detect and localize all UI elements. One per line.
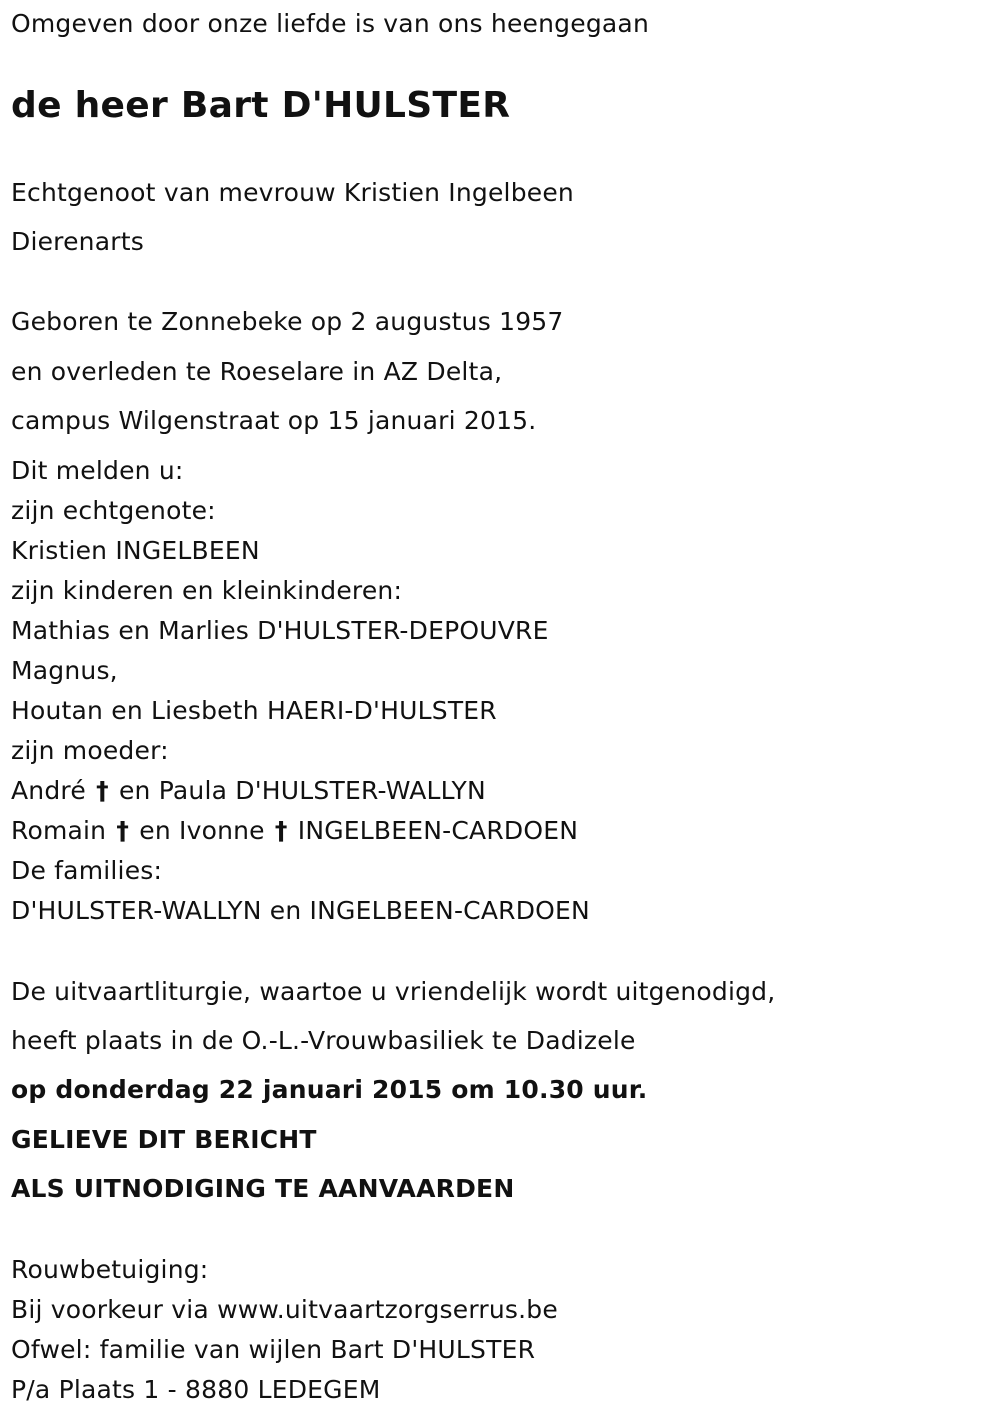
spouse-label: zijn echtgenote:: [11, 496, 216, 525]
profession: Dierenarts: [11, 227, 144, 256]
families-label: De families:: [11, 856, 163, 885]
families: D'HULSTER-WALLYN en INGELBEEN-CARDOEN: [11, 896, 590, 925]
condolences-postal-2: P/a Plaats 1 - 8880 LEDEGEM: [11, 1375, 381, 1404]
death-line-2: campus Wilgenstraat op 15 januari 2015.: [11, 406, 537, 435]
child-1: Mathias en Marlies D'HULSTER-DEPOUVRE: [11, 616, 549, 645]
announced-by-heading: Dit melden u:: [11, 456, 184, 485]
in-law-middle: en Ivonne: [139, 816, 265, 845]
deceased-name: de heer Bart D'HULSTER: [11, 85, 511, 126]
parent-name-andre: André: [11, 776, 86, 805]
intro-text: Omgeven door onze liefde is van ons heengegaan: [11, 9, 649, 38]
children-label: zijn kinderen en kleinkinderen:: [11, 576, 403, 605]
in-law-name-romain: Romain: [11, 816, 107, 845]
grandchild: Magnus,: [11, 656, 118, 685]
child-2: Houtan en Liesbeth HAERI-D'HULSTER: [11, 696, 497, 725]
parent-rest: en Paula D'HULSTER-WALLYN: [118, 776, 486, 805]
in-laws-line: [11, 815, 578, 847]
funeral-datetime: op donderdag 22 januari 2015 om 10.30 uur.: [11, 1075, 648, 1104]
spouse-name: Kristien INGELBEEN: [11, 536, 260, 565]
funeral-notice-2: ALS UITNODIGING TE AANVAARDEN: [11, 1174, 515, 1203]
funeral-line-2: heeft plaats in de O.-L.-Vrouwbasiliek te Dadizele: [11, 1026, 636, 1055]
spouse-line: Echtgenoot van mevrouw Kristien Ingelbeen: [11, 178, 574, 207]
cross-icon: †: [96, 776, 109, 805]
condolences-label: Rouwbetuiging:: [11, 1255, 209, 1284]
death-line-1: en overleden te Roeselare in AZ Delta,: [11, 357, 503, 386]
mother-label: zijn moeder:: [11, 736, 169, 765]
cross-icon: †: [116, 816, 130, 845]
in-law-rest: INGELBEEN-CARDOEN: [297, 816, 579, 845]
condolences-web: Bij voorkeur via www.uitvaartzorgserrus.be: [11, 1295, 558, 1324]
funeral-notice-1: GELIEVE DIT BERICHT: [11, 1125, 317, 1154]
birth-line: Geboren te Zonnebeke op 2 augustus 1957: [11, 307, 564, 336]
condolences-postal-1: Ofwel: familie van wijlen Bart D'HULSTER: [11, 1335, 536, 1364]
cross-icon: †: [274, 816, 288, 845]
funeral-line-1: De uitvaartliturgie, waartoe u vriendelijk wordt uitgenodigd,: [11, 977, 776, 1006]
parents-line: [11, 775, 486, 807]
